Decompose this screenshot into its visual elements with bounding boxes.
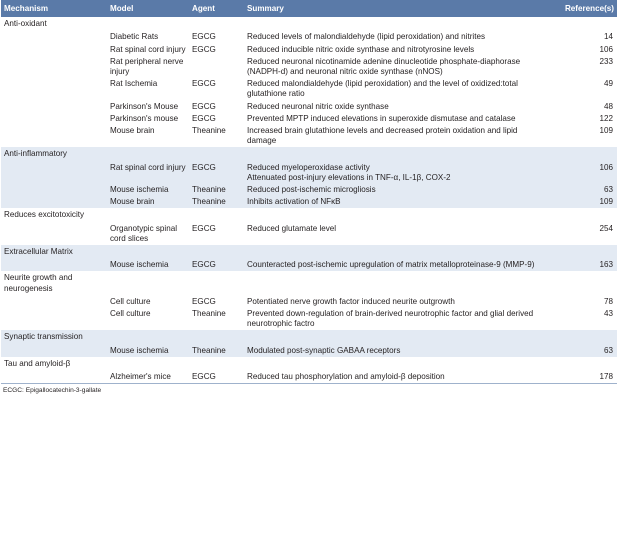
cell-summary: Reduced levels of malondialdehyde (lipid peroxidation) and nitrites bbox=[244, 31, 547, 43]
cell-model bbox=[107, 17, 189, 31]
cell-model: Mouse ischemia bbox=[107, 184, 189, 196]
cell-mechanism bbox=[1, 371, 107, 384]
cell-mechanism: Neurite growth and neurogenesis bbox=[1, 271, 107, 295]
cell-mechanism bbox=[1, 44, 107, 56]
cell-reference: 49 bbox=[547, 78, 617, 100]
table-row bbox=[1, 259, 617, 271]
cell-agent: EGCG bbox=[189, 162, 244, 184]
cell-mechanism bbox=[1, 184, 107, 196]
cell-reference bbox=[547, 208, 617, 222]
cell-model: Rat Ischemia bbox=[107, 78, 189, 100]
category-row bbox=[1, 208, 617, 222]
cell-model: Organotypic spinal cord slices bbox=[107, 223, 189, 245]
category-row bbox=[1, 17, 617, 31]
cell-reference bbox=[547, 271, 617, 295]
table-row bbox=[1, 308, 617, 330]
cell-agent: EGCG bbox=[189, 44, 244, 56]
cell-summary: Prevented MPTP induced elevations in superoxide dismutase and catalase bbox=[244, 113, 547, 125]
table-header-row bbox=[1, 0, 617, 17]
header-references: Reference(s) bbox=[564, 4, 614, 13]
cell-mechanism: Anti-oxidant bbox=[1, 17, 107, 31]
cell-model: Rat spinal cord injury bbox=[107, 162, 189, 184]
table-row bbox=[1, 345, 617, 357]
cell-model: Diabetic Rats bbox=[107, 31, 189, 43]
cell-summary: Reduced glutamate level bbox=[244, 223, 547, 245]
cell-reference: 14 bbox=[547, 31, 617, 43]
cell-summary bbox=[244, 208, 547, 222]
cell-mechanism bbox=[1, 162, 107, 184]
cell-summary: Reduced neuronal nitric oxide synthase bbox=[244, 101, 547, 113]
cell-reference bbox=[547, 330, 617, 344]
cell-mechanism bbox=[1, 113, 107, 125]
cell-reference: 109 bbox=[547, 196, 617, 208]
cell-mechanism: Tau and amyloid-β bbox=[1, 357, 107, 371]
table-row bbox=[1, 101, 617, 113]
table-row bbox=[1, 31, 617, 43]
table-row bbox=[1, 184, 617, 196]
cell-summary: Prevented down-regulation of brain-derived neurotrophic factor and glial derived neurotrophic factro bbox=[244, 308, 547, 330]
cell-reference: 106 bbox=[547, 162, 617, 184]
cell-mechanism bbox=[1, 196, 107, 208]
cell-reference bbox=[547, 245, 617, 259]
cell-agent bbox=[189, 17, 244, 31]
cell-reference: 122 bbox=[547, 113, 617, 125]
cell-model: Mouse brain bbox=[107, 125, 189, 147]
cell-reference: 48 bbox=[547, 101, 617, 113]
cell-model bbox=[107, 245, 189, 259]
cell-summary: Reduced inducible nitric oxide synthase and nitrotyrosine levels bbox=[244, 44, 547, 56]
cell-reference: 63 bbox=[547, 184, 617, 196]
header-mechanism: Mechanism bbox=[4, 4, 49, 13]
cell-reference: 163 bbox=[547, 259, 617, 271]
cell-reference: 78 bbox=[547, 296, 617, 308]
cell-agent bbox=[189, 271, 244, 295]
cell-agent: Theanine bbox=[189, 125, 244, 147]
table-row bbox=[1, 196, 617, 208]
cell-model: Alzheimer's mice bbox=[107, 371, 189, 384]
cell-model bbox=[107, 330, 189, 344]
cell-mechanism bbox=[1, 345, 107, 357]
cell-agent: Theanine bbox=[189, 184, 244, 196]
cell-model: Mouse ischemia bbox=[107, 259, 189, 271]
cell-reference bbox=[547, 357, 617, 371]
cell-summary bbox=[244, 147, 547, 161]
cell-mechanism: Synaptic transmission bbox=[1, 330, 107, 344]
table-row bbox=[1, 78, 617, 100]
category-row bbox=[1, 147, 617, 161]
cell-mechanism bbox=[1, 125, 107, 147]
category-row bbox=[1, 357, 617, 371]
cell-summary: Potentiated nerve growth factor induced neurite outgrowth bbox=[244, 296, 547, 308]
cell-reference: 178 bbox=[547, 371, 617, 384]
table-row bbox=[1, 113, 617, 125]
cell-model: Parkinson's mouse bbox=[107, 113, 189, 125]
table-row bbox=[1, 223, 617, 245]
cell-model: Rat peripheral nerve injury bbox=[107, 56, 189, 78]
cell-summary bbox=[244, 330, 547, 344]
table-row bbox=[1, 162, 617, 184]
cell-summary: Reduced malondialdehyde (lipid peroxidation) and the level of oxidized:total glutathione ratio bbox=[244, 78, 547, 100]
cell-agent: Theanine bbox=[189, 345, 244, 357]
cell-mechanism bbox=[1, 308, 107, 330]
cell-reference bbox=[547, 147, 617, 161]
cell-mechanism: Anti-inflammatory bbox=[1, 147, 107, 161]
header-agent: Agent bbox=[192, 4, 215, 13]
cell-model bbox=[107, 271, 189, 295]
table-row bbox=[1, 371, 617, 384]
cell-summary: Increased brain glutathione levels and decreased protein oxidation and lipid damage bbox=[244, 125, 547, 147]
cell-summary: Reduced tau phosphorylation and amyloid-β deposition bbox=[244, 371, 547, 384]
cell-model: Parkinson's Mouse bbox=[107, 101, 189, 113]
table-row bbox=[1, 56, 617, 78]
cell-mechanism bbox=[1, 101, 107, 113]
cell-reference: 43 bbox=[547, 308, 617, 330]
cell-summary: Modulated post-synaptic GABAA receptors bbox=[244, 345, 547, 357]
cell-agent bbox=[189, 330, 244, 344]
footnote: ECGC: Epigallocatechin-3-gallate bbox=[3, 387, 102, 395]
cell-reference: 106 bbox=[547, 44, 617, 56]
cell-agent: EGCG bbox=[189, 101, 244, 113]
cell-summary: Counteracted post-ischemic upregulation of matrix metalloproteinase-9 (MMP-9) bbox=[244, 259, 547, 271]
cell-model: Mouse ischemia bbox=[107, 345, 189, 357]
cell-agent: Theanine bbox=[189, 196, 244, 208]
category-row bbox=[1, 330, 617, 344]
cell-mechanism bbox=[1, 78, 107, 100]
cell-agent bbox=[189, 357, 244, 371]
cell-reference: 63 bbox=[547, 345, 617, 357]
cell-reference: 109 bbox=[547, 125, 617, 147]
cell-mechanism bbox=[1, 296, 107, 308]
cell-agent: EGCG bbox=[189, 113, 244, 125]
cell-reference bbox=[547, 17, 617, 31]
cell-mechanism: Extracellular Matrix bbox=[1, 245, 107, 259]
cell-model bbox=[107, 357, 189, 371]
cell-mechanism bbox=[1, 259, 107, 271]
cell-agent: EGCG bbox=[189, 371, 244, 384]
cell-model: Rat spinal cord injury bbox=[107, 44, 189, 56]
cell-mechanism bbox=[1, 56, 107, 78]
category-row bbox=[1, 271, 617, 295]
cell-summary bbox=[244, 357, 547, 371]
cell-model bbox=[107, 208, 189, 222]
cell-agent: EGCG bbox=[189, 296, 244, 308]
table-row bbox=[1, 44, 617, 56]
cell-reference: 233 bbox=[547, 56, 617, 78]
cell-mechanism bbox=[1, 31, 107, 43]
cell-summary bbox=[244, 17, 547, 31]
cell-mechanism: Reduces excitotoxicity bbox=[1, 208, 107, 222]
category-row bbox=[1, 245, 617, 259]
cell-summary: Reduced myeloperoxidase activity Attenuated post-injury elevations in TNF-α, IL-1β, COX-2 bbox=[244, 162, 547, 184]
cell-reference: 254 bbox=[547, 223, 617, 245]
header-model: Model bbox=[110, 4, 134, 13]
cell-summary bbox=[244, 271, 547, 295]
cell-model: Mouse brain bbox=[107, 196, 189, 208]
cell-agent bbox=[189, 147, 244, 161]
cell-agent bbox=[189, 245, 244, 259]
cell-model bbox=[107, 147, 189, 161]
cell-agent: EGCG bbox=[189, 259, 244, 271]
table-body bbox=[1, 17, 617, 384]
cell-summary: Reduced post-ischemic microgliosis bbox=[244, 184, 547, 196]
cell-model: Cell culture bbox=[107, 308, 189, 330]
cell-mechanism bbox=[1, 223, 107, 245]
table-row bbox=[1, 125, 617, 147]
cell-agent bbox=[189, 208, 244, 222]
table-row bbox=[1, 296, 617, 308]
mechanisms-table bbox=[1, 0, 617, 384]
cell-agent bbox=[189, 56, 244, 78]
cell-summary bbox=[244, 245, 547, 259]
cell-summary: Reduced neuronal nicotinamide adenine dinucleotide phosphate-diaphorase (NADPH-d) and neuronal nitric oxide synthase (nNOS) bbox=[244, 56, 547, 78]
cell-agent: EGCG bbox=[189, 223, 244, 245]
cell-agent: EGCG bbox=[189, 31, 244, 43]
cell-agent: EGCG bbox=[189, 78, 244, 100]
header-summary: Summary bbox=[247, 4, 284, 13]
cell-summary: Inhibits activation of NFκB bbox=[244, 196, 547, 208]
cell-model: Cell culture bbox=[107, 296, 189, 308]
cell-agent: Theanine bbox=[189, 308, 244, 330]
